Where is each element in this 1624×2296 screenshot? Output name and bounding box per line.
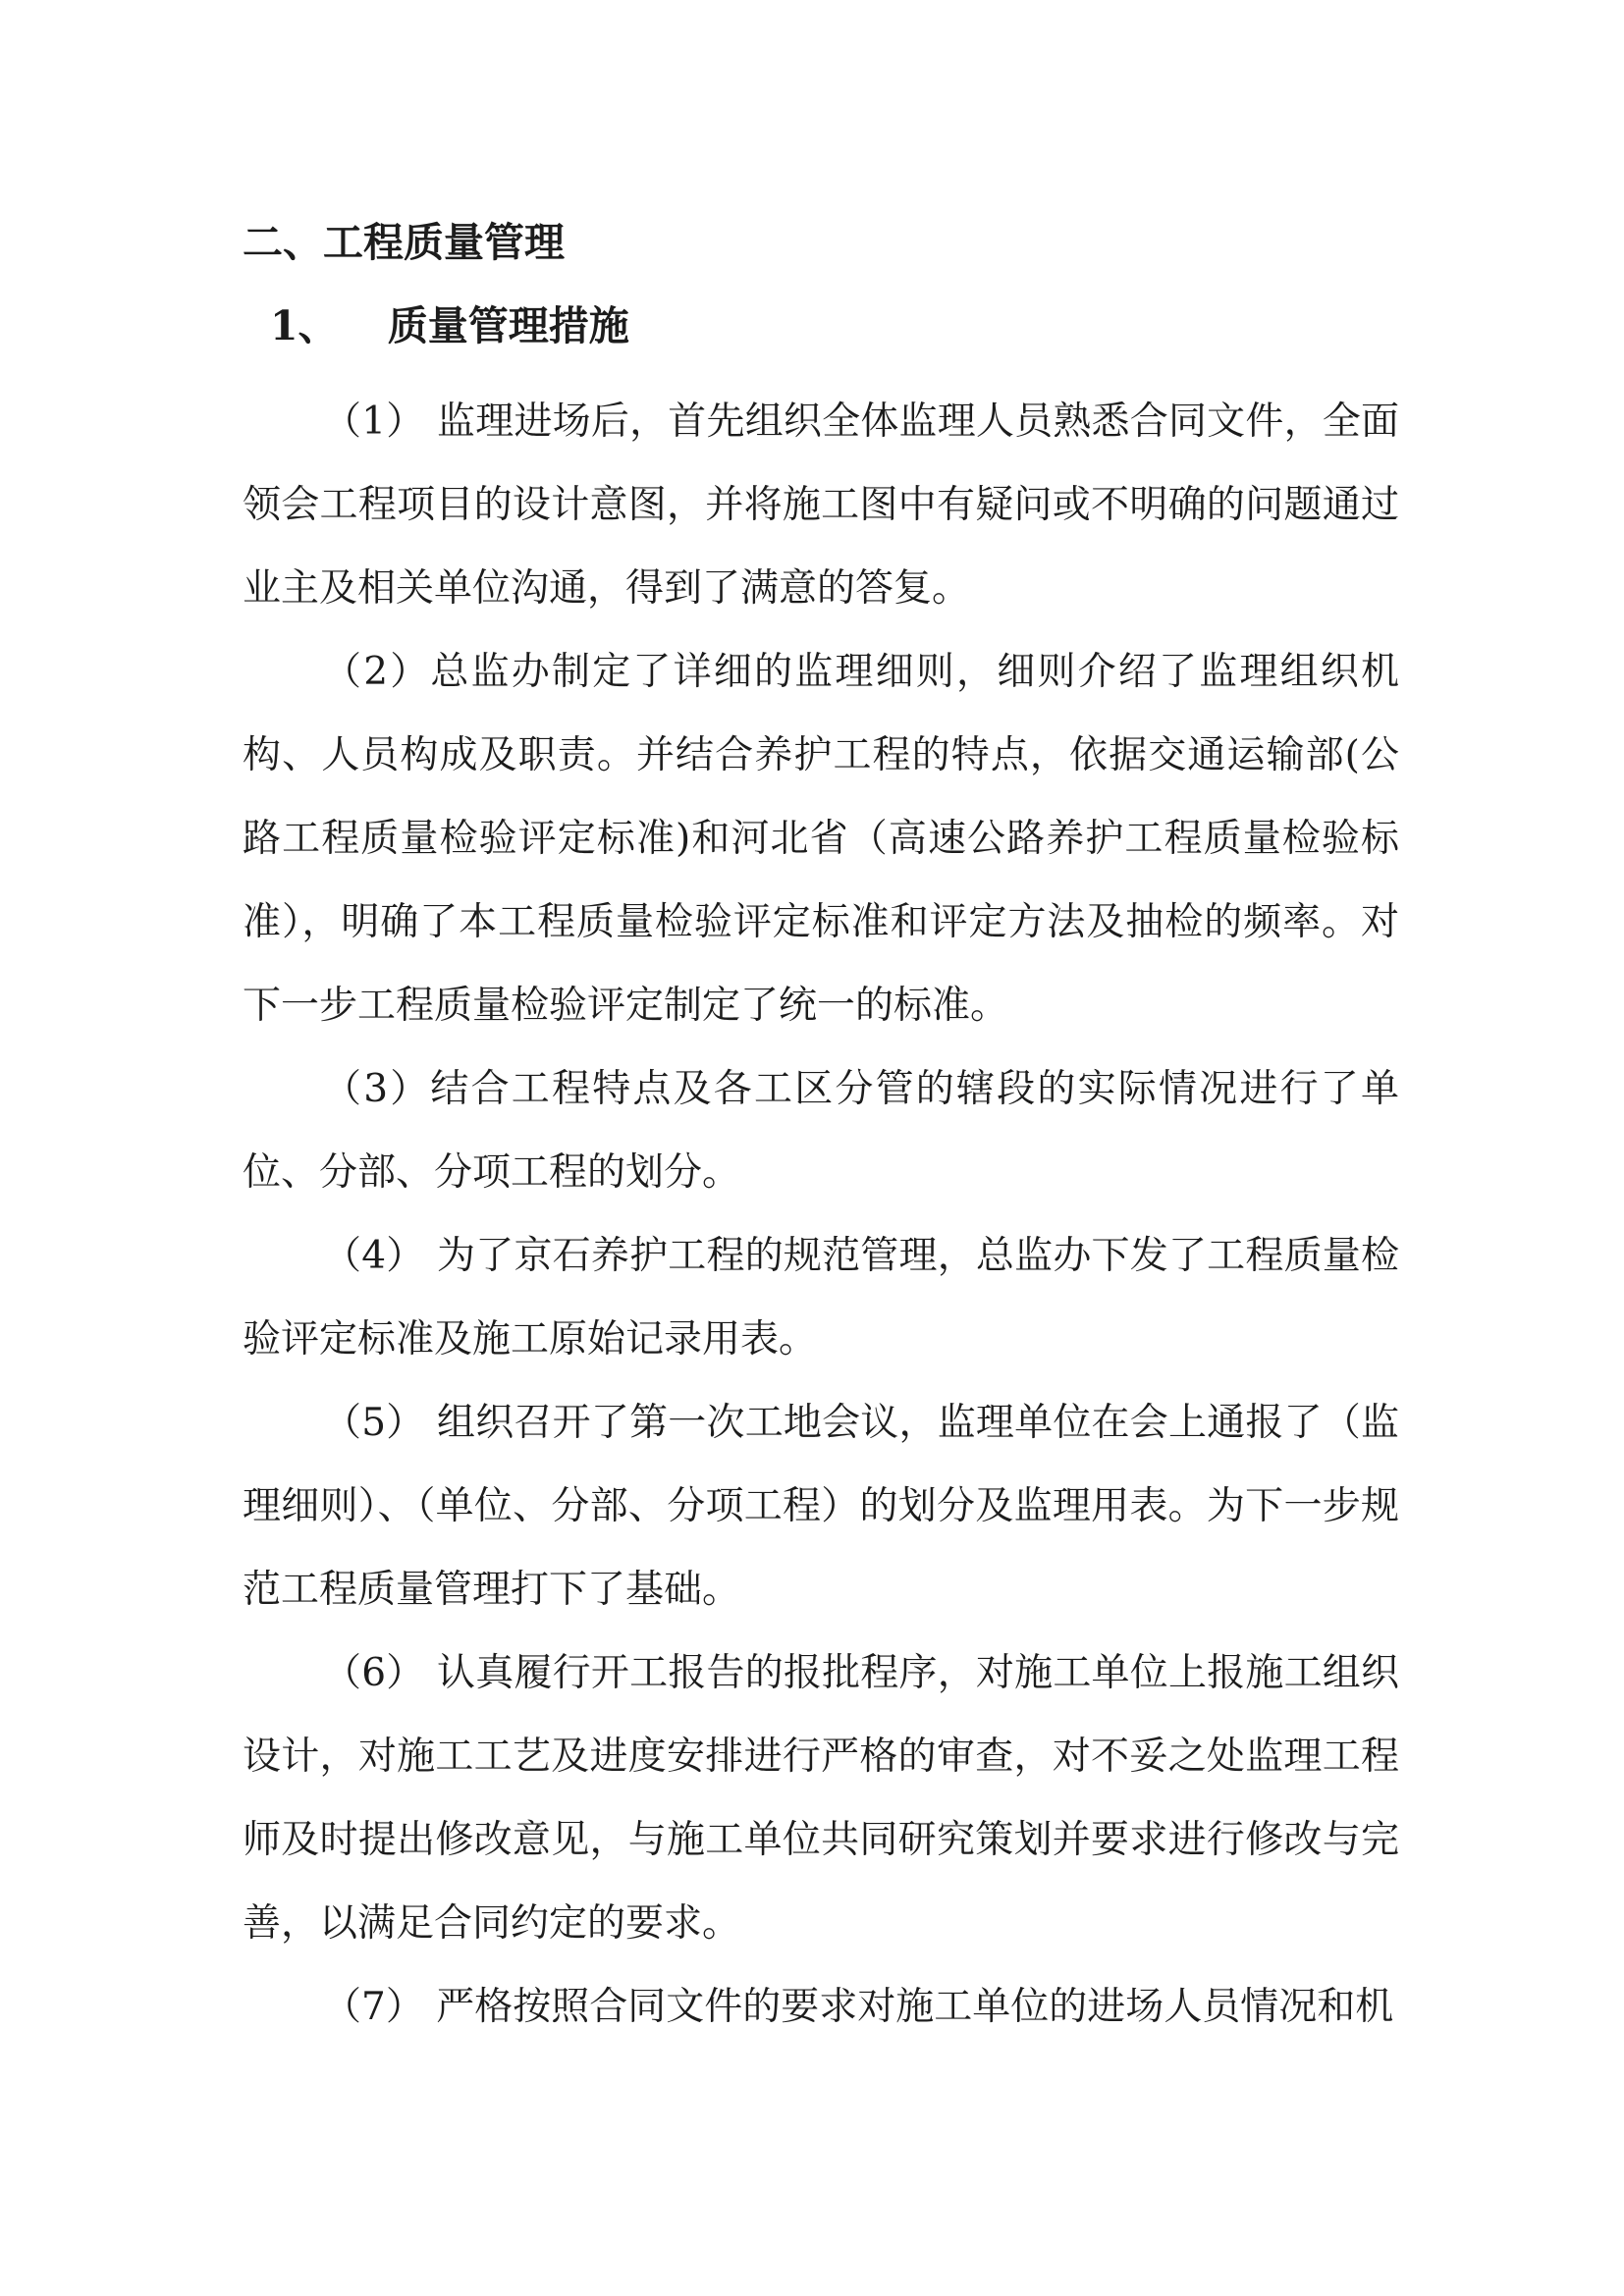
subsection-number: 1、: [270, 302, 339, 349]
paragraph-6: （6） 认真履行开工报告的报批程序，对施工单位上报施工组织设计，对施工工艺及进度安排进行严格的审查，对不妥之处监理工程师及时提出修改意见，与施工单位共同研究策划并要求进行修改与完善，以满足合同约定的要求。: [243, 1651, 1399, 1946]
subsection-title: 质量管理措施: [387, 302, 629, 349]
paragraph-3: （3）结合工程特点及各工区分管的辖段的实际情况进行了单位、分部、分项工程的划分。: [243, 1067, 1399, 1195]
section-title: 二、工程质量管理: [243, 219, 565, 266]
paragraph-2: （2）总监办制定了详细的监理细则，细则介绍了监理组织机构、人员构成及职责。并结合养护工程的特点，依据交通运输部(公路工程质量检验评定标准)和河北省（高速公路养护工程质量检验标准），明确了本工程质量检验评定标准和评定方法及抽检的频率。对下一步工程质量检验评定制定了统一的标准。: [243, 650, 1399, 1028]
paragraph-4: （4） 为了京石养护工程的规范管理，总监办下发了工程质量检验评定标准及施工原始记录用表。: [243, 1234, 1399, 1362]
paragraph-1: （1） 监理进场后，首先组织全体监理人员熟悉合同文件，全面领会工程项目的设计意图，并将施工图中有疑问或不明确的问题通过业主及相关单位沟通，得到了满意的答复。: [243, 400, 1399, 611]
paragraph-5: （5） 组织召开了第一次工地会议，监理单位在会上通报了（监理细则）、（单位、分部、分项工程）的划分及监理用表。为下一步规范工程质量管理打下了基础。: [243, 1401, 1399, 1612]
paragraph-7: （7） 严格按照合同文件的要求对施工单位的进场人员情况和机: [323, 1985, 1394, 2029]
subsection-heading: [243, 285, 1399, 368]
